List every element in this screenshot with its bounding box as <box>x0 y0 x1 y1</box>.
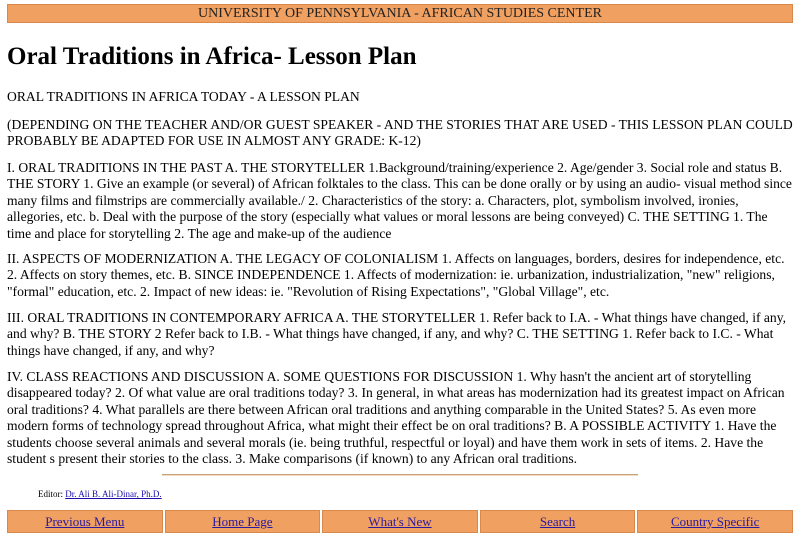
nav-cell-search <box>480 510 636 533</box>
header-banner <box>7 4 793 23</box>
divider <box>162 474 638 476</box>
nav-previous-menu-link[interactable]: Previous Menu <box>45 514 125 529</box>
nav-search-link[interactable]: Search <box>539 514 576 529</box>
grade-note: (DEPENDING ON THE TEACHER AND/OR GUEST SPEAKER - AND THE STORIES THAT ARE USED - THIS LESSON PLAN COULD PROBABLY BE ADAPTED FOR USE IN ALMOST ANY GRADE: K-12) <box>7 117 793 149</box>
nav-country-specific-link[interactable]: Country Specific <box>670 514 760 529</box>
page-title: Oral Traditions in Africa- Lesson Plan <box>7 43 417 70</box>
banner-text: UNIVERSITY OF PENNSYLVANIA - AFRICAN STUDIES CENTER <box>198 6 602 21</box>
nav-cell-country-specific <box>637 510 793 533</box>
section-2: II. ASPECTS OF MODERNIZATION A. THE LEGACY OF COLONIALISM 1. Affects on languages, borders, desires for independence, etc. 2. Affects on story themes, etc. B. SINCE INDEPENDENCE 1. Affects of modernization: ie. urbanization, industrialization, "new" religions, "formal" education, etc. 2. Impact of new ideas: ie. "Revolution of Rising Expectations", "Global Village", etc. <box>7 251 785 299</box>
lesson-subtitle: ORAL TRADITIONS IN AFRICA TODAY - A LESSON PLAN <box>7 89 360 104</box>
nav-cell-home-page <box>165 510 321 533</box>
section-3: III. ORAL TRADITIONS IN CONTEMPORARY AFRICA A. THE STORYTELLER 1. Refer back to I.A. - What things have changed, if any, and why? B. THE STORY 2 Refer back to I.B. - What things have changed, if any, and why? C. THE SETTING 1. Refer back to I.C. - What things have changed, if any, and why? <box>7 310 787 358</box>
section-4: IV. CLASS REACTIONS AND DISCUSSION A. SOME QUESTIONS FOR DISCUSSION 1. Why hasn't the ancient art of storytelling disappeared today? 2. Of what value are oral traditions today? 3. In general, in what areas has modernization had its greatest impact on African oral traditions? 4. What parallels are there between African oral traditions and anything comparable in the United States? 5. As even more modern forms of technology spread throughout Africa, what might their effect be on oral traditions? B. A POSSIBLE ACTIVITY 1. Have the students choose several animals and several morals (ie. being truthful, respectful or loyal) and have them work in sets of items. 2. Have the student s present their stories to the class. 3. Make comparisons (if known) to any African oral traditions. <box>7 369 785 467</box>
footer-nav <box>7 510 793 533</box>
nav-home-page-link[interactable]: Home Page <box>212 514 273 529</box>
section-1: I. ORAL TRADITIONS IN THE PAST A. THE STORYTELLER 1.Background/training/experience 2. Age/gender 3. Social role and status B. THE STORY 1. Give an example (or several) of African folktales to the class. This can be done orally or by using an audio- visual method since many films and filmstrips are commercially available./ 2. Characteristics of the story: a. Characters, plot, symbolism involved, ironies, allegories, etc. b. Deal with the purpose of the story (especially what values or moral lessons are being conveyed) C. THE SETTING 1. The time and place for storytelling 2. The age and make-up of the audience <box>7 160 792 241</box>
nav-cell-previous-menu <box>7 510 163 533</box>
nav-whats-new-link[interactable]: What's New <box>368 514 432 529</box>
nav-cell-whats-new <box>322 510 478 533</box>
editor-label: Editor: <box>38 489 63 499</box>
editor-credit <box>38 489 162 500</box>
editor-link[interactable]: Dr. Ali B. Ali-Dinar, Ph.D. <box>65 489 162 499</box>
